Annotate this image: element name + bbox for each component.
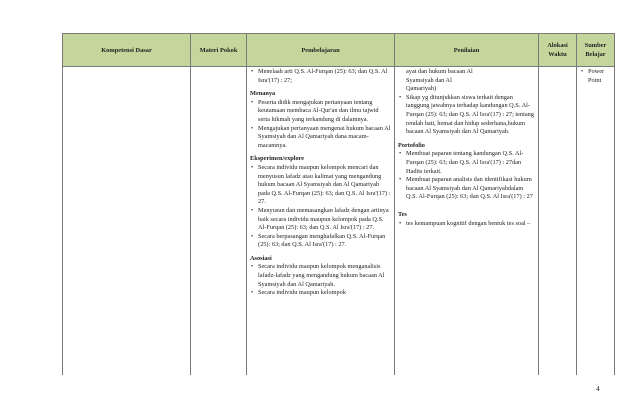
cell-sumber-belajar [577,67,615,376]
sikap-list [398,94,535,137]
header-penilaian: Penilaian [395,34,539,67]
asosiasi-list [250,263,391,297]
list-item: • Membuat paparan analisis dan identifikasi hukum bacaan Al Syamsiyah dan Al Qamariyahdalam Q.S. Al-Furqan (25): 63; dan Q.S. Al Isra'(17) : 27 [406,176,535,202]
penilaian-intro [398,68,535,94]
list-item: • Menelaah arti Q.S. Al-Furqan (25): 63; dan Q.S. Al Isra'(17) : 27; [258,68,391,85]
penilaian-intro-line: Qamariyah) [406,85,437,93]
header-materi-pokok: Materi Pokok [191,34,247,67]
list-item: • Secara individu maupun kelompok mencari dan menyusun lafadz atau kalimat yang mengandung hukum bacaan Al Syamsiyah dan Al Qamariyah pada Q.S. Al-Furqan (25): 63; dan Q.S. Al Isra'(17) : 27. [258,164,391,207]
list-item: • tes kemampuan kognitif dengan bentuk tes soal – [406,220,535,229]
header-kompetensi-dasar: Kompetensi Dasar [63,34,191,67]
cell-penilaian [395,67,539,376]
tes-list [398,220,535,229]
list-item: • Secara individu maupun kelompok [258,289,391,298]
portofolio-list [398,150,535,202]
header-alokasi-waktu: Alokasi Waktu [539,34,577,67]
table-header-row [63,34,615,67]
list-item: • Peserta didik mengajukan pertanyaan tentang keutamaan membaca Al-Qur'an dan ilmu tajwid serta hikmah yang terkandung di dalamnya. [258,99,391,125]
page-number: 4 [596,384,600,393]
portofolio-heading: Portofolio [398,141,425,149]
penilaian-intro-line: Syamsiyah dan Al [406,76,452,84]
pembelajaran-intro-list [250,68,391,85]
list-item: • Power Point [588,68,611,85]
list-item: • Membuat paparan tentang kandungan Q.S. Al-Furqan (25): 63; dan Q.S. Al Isra'(17) : 27dan Hadits terkait. [406,150,535,176]
menanya-list [250,99,391,151]
eksperimen-list [250,164,391,250]
menanya-heading: Menanya [250,90,276,98]
tes-heading: Tes [398,210,407,218]
cell-materi-pokok [191,67,247,376]
lesson-plan-table [62,33,615,375]
list-item: • Secara berpasangan menghafalkan Q.S. Al-Furqan (25): 63; dan Q.S. Al Isra'(17) : 27. [258,233,391,250]
table-row [63,67,615,376]
list-item: • Sikap yg ditunjukkan siswa terkait dengan tanggung jawabnya terhadap kandungan Q.S. Al-Furqan (25): 63; dan Q.S. Al Isra'(17) : 27; tentang rendah hati, hemat dan hidup sederhana,hukum bacaan Al Syamsiyah dan Al Qamariyah. [406,94,535,137]
sumber-list [580,68,611,85]
cell-pembelajaran [247,67,395,376]
cell-kompetensi-dasar [63,67,191,376]
asosiasi-heading: Asosiasi [250,254,272,262]
list-item: • Secara individu maupun kelompok menganalisis lafadz-lafadz yang mengandung hukum bacaan Al Syamsiyah dan Al Qamariyah. [258,263,391,289]
header-sumber-belajar: Sumber Belajar [577,34,615,67]
header-pembelajaran: Pembelajaran [247,34,395,67]
list-item: • Menyusun dan memasangkan lafadz dengan artinya baik secara individu maupun kelompok pada Q.S. Al-Furqan (25): 63; dan Q.S. Al Isra'(17) : 27. [258,207,391,233]
eksperimen-heading: Eksperimen/explore [250,155,305,163]
cell-alokasi-waktu [539,67,577,376]
penilaian-intro-line: ayat dan hukum bacaan Al [406,68,473,75]
list-item: • Mengajukan pertanyaan mengenai hukum bacaan Al Syamsiyah dan Al Qamariyah dana macam-macamnya. [258,125,391,151]
